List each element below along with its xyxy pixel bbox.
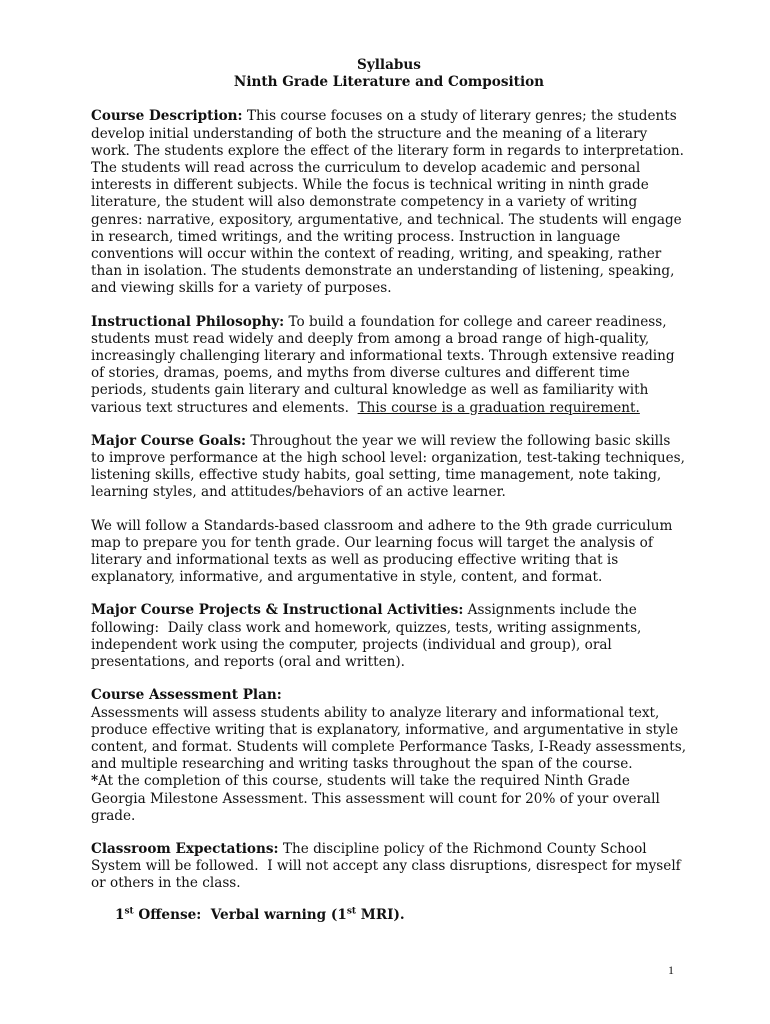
assessment-section: [91, 687, 687, 825]
section-heading: Classroom Expectations:: [91, 840, 279, 857]
section-heading: Course Assessment Plan:: [91, 687, 282, 704]
document-title: Syllabus: [357, 57, 421, 73]
section-heading: Course Description:: [91, 108, 243, 125]
instructional-philosophy-section: [91, 314, 687, 417]
section-text: The discipline policy of the Richmond County School System will be followed. I will not accept any class disruptions, disrespect for myself or others in the class.: [91, 840, 686, 892]
course-description-section: [91, 108, 687, 297]
section-text: Assignments include the following: Daily class work and homework, quizzes, tests, writing assignments, independent work using the computer, projects (individual and group), oral presentations, and reports (oral and written).: [91, 602, 646, 671]
section-text: This course focuses on a study of literary genres; the students develop initial understanding of both the structure and the meaning of a literary work. The students explore the effect of the literary form in regards to interpretation. The students will read across the curriculum to develop academic and personal interests in different subjects. While the focus is technical writing in ninth grade literature, the student will also demonstrate competency in a variety of writing genres: narrative, expository, argumentative, and technical. The students will engage in research, timed writings, and the writing process. Instruction in language conventions will occur within the context of reading, writing, and speaking, rather than in isolation. The students demonstrate an understanding of listening, speaking, and viewing skills for a variety of purposes.: [91, 108, 684, 297]
assessment-note: [91, 773, 687, 825]
offense-label: Offense: Verbal warning (1: [133, 906, 347, 923]
first-offense-line: [115, 907, 687, 924]
note-star: *: [91, 773, 99, 790]
section-heading: Major Course Goals:: [91, 432, 247, 449]
section-text: Assessments will assess students ability to analyze literary and informational text, produce effective writing that is explanatory, informative, and argumentative in style content, and format. Students will complete Performance Tasks, I-Ready assessments, and multiple researching and writing tasks throughout the span of the course.: [91, 704, 687, 773]
document-subtitle: Ninth Grade Literature and Composition: [233, 74, 545, 91]
offense-number: 1: [115, 906, 125, 923]
page-number: 1: [668, 963, 674, 977]
course-projects-section: [91, 602, 687, 671]
offense-ordinal: st: [124, 906, 134, 916]
offense-end: MRI).: [356, 906, 405, 923]
major-course-goals-section: [91, 433, 687, 502]
document-body: [91, 57, 687, 924]
section-text: Throughout the year we will review the following basic skills to improve performance at the high school level: organization, test-taking techniques, listening skills, effective study habits, goal setting, time management, note taking, learning styles, and attitudes/behaviors of an active learner.: [91, 432, 685, 501]
note-text: At the completion of this course, students will take the required Ninth Grade Georgia Milestone Assessment. This assessment will count for 20% of your overall grade.: [91, 773, 660, 824]
section-text: To build a foundation for college and career readiness, students must read widely and deeply from among a broad range of high-quality, increasingly challenging literary and informational texts. Through extensive reading of stories, dramas, poems, and myths from diverse cultures and different time periods, students gain literary and cultural knowledge as well as familiarity with various text structures and elements.: [91, 313, 679, 416]
section-heading: Instructional Philosophy:: [91, 313, 285, 330]
section-heading: Major Course Projects & Instructional Activities:: [91, 602, 464, 619]
standards-paragraph: We will follow a Standards-based classroom and adhere to the 9th grade curriculum map to prepare you for tenth grade. Our learning focus will target the analysis of literary and informational texts as well as producing effective writing that is explanatory, informative, and argumentative in style, content, and format.: [91, 517, 673, 586]
mri-ordinal: st: [346, 906, 357, 916]
graduation-requirement-note: This course is a graduation requirement.: [357, 399, 640, 416]
classroom-expectations-section: [91, 841, 687, 893]
